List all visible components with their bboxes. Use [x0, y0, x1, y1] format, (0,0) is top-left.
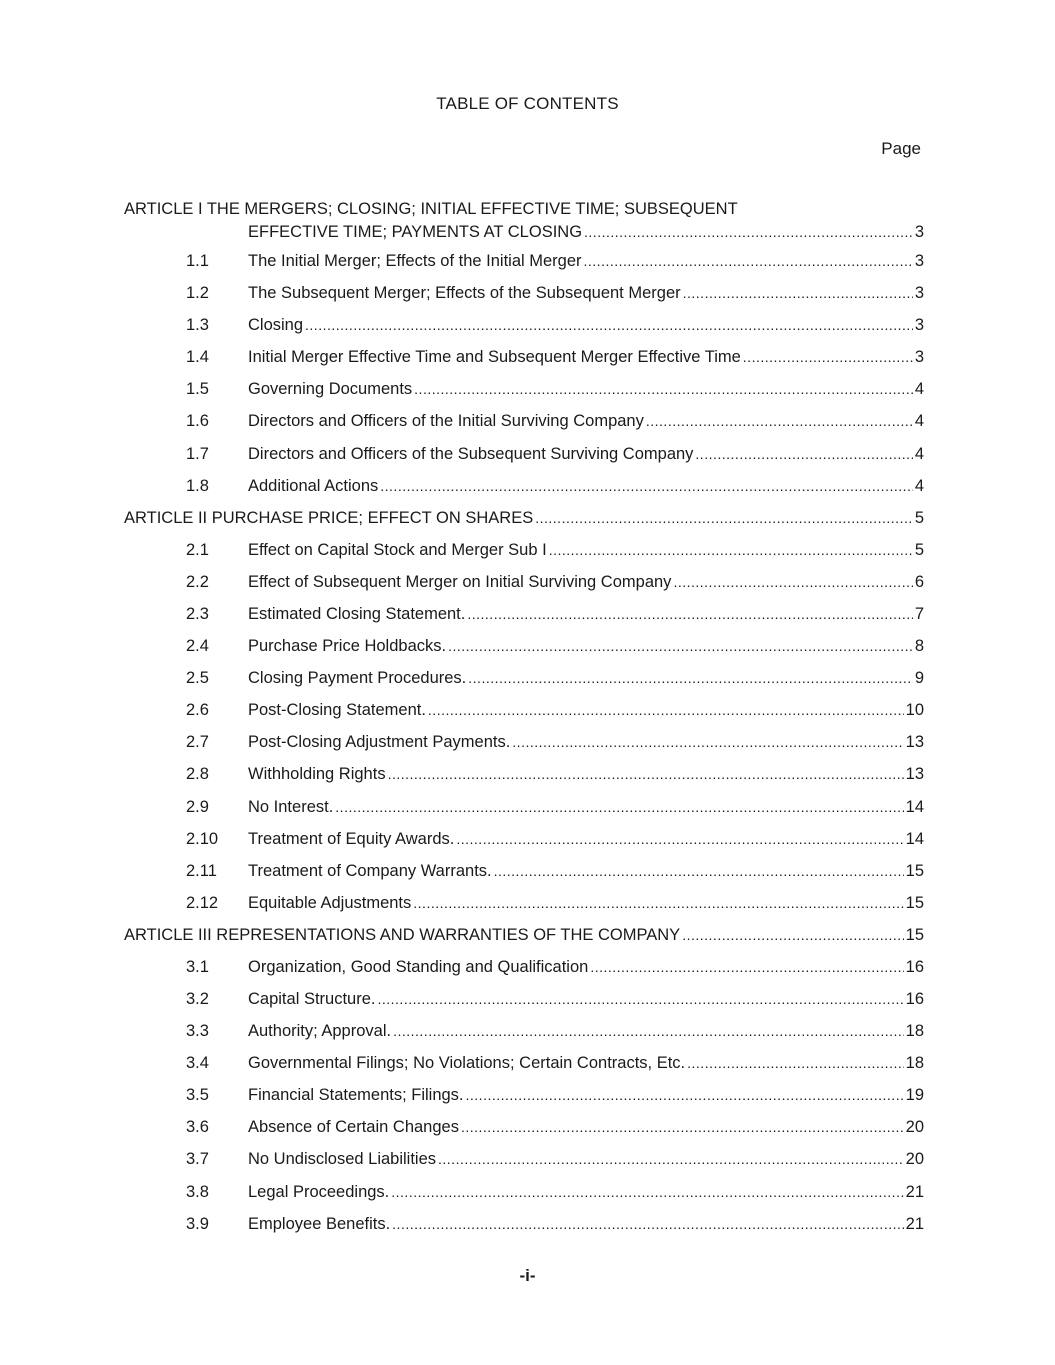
dot-leader — [466, 1079, 904, 1111]
toc-section-number: 3.5 — [186, 1086, 209, 1105]
dot-leader — [428, 694, 904, 726]
toc-section-label: Directors and Officers of the Subsequent Surviving Company — [248, 444, 694, 463]
toc-section-number: 2.8 — [186, 765, 209, 784]
toc-section-number: 2.9 — [186, 797, 209, 816]
dot-leader — [494, 855, 904, 887]
toc-page-number: 3 — [914, 316, 924, 335]
toc-section-number: 2.4 — [186, 637, 209, 656]
dot-leader — [413, 887, 903, 919]
toc-page-number: 20 — [905, 1118, 924, 1137]
dot-leader — [377, 983, 903, 1015]
toc-page-number: 7 — [914, 604, 924, 623]
toc-section-entry[interactable] — [124, 630, 924, 662]
toc-section-entry[interactable] — [124, 1079, 924, 1111]
toc-page-number: 16 — [905, 957, 924, 976]
toc-section-number: 1.3 — [186, 316, 209, 335]
toc-section-number: 3.9 — [186, 1214, 209, 1233]
toc-section-label: Initial Merger Effective Time and Subsequent Merger Effective Time — [248, 348, 741, 367]
toc-section-entry[interactable] — [124, 1208, 924, 1240]
toc-section-number: 2.3 — [186, 604, 209, 623]
toc-section-number: 3.2 — [186, 989, 209, 1008]
toc-section-entry[interactable] — [124, 758, 924, 790]
toc-section-label: Effect on Capital Stock and Merger Sub I — [248, 540, 547, 559]
toc-section-label: Legal Proceedings. — [248, 1182, 390, 1201]
dot-leader — [535, 502, 913, 534]
toc-section-label: Financial Statements; Filings. — [248, 1086, 464, 1105]
toc-section-label: Governmental Filings; No Violations; Certain Contracts, Etc. — [248, 1054, 686, 1073]
toc-section-number: 1.2 — [186, 284, 209, 303]
toc-section-label: Closing — [248, 316, 304, 335]
dot-leader — [695, 438, 912, 470]
toc-section-entry[interactable] — [124, 534, 924, 566]
dot-leader — [335, 791, 903, 823]
toc-article-entry[interactable] — [124, 919, 924, 951]
toc-section-entry[interactable] — [124, 341, 924, 373]
toc-section-number: 2.5 — [186, 669, 209, 688]
toc-page-number: 20 — [905, 1150, 924, 1169]
toc-section-entry[interactable] — [124, 277, 924, 309]
toc-page-number: 3 — [914, 252, 924, 270]
toc-section-entry[interactable] — [124, 373, 924, 405]
toc-section-entry[interactable] — [124, 1047, 924, 1079]
toc-page-number: 5 — [914, 508, 924, 527]
toc-section-entry[interactable] — [124, 1111, 924, 1143]
page-number-footer: -i- — [519, 1266, 536, 1285]
toc-section-number: 1.7 — [186, 444, 209, 463]
toc-section-label: Post-Closing Statement. — [248, 701, 426, 720]
toc-section-number: 1.8 — [186, 476, 209, 495]
toc-section-label: Closing Payment Procedures. — [248, 669, 467, 688]
toc-section-label: Withholding Rights — [248, 765, 386, 784]
toc-page-number: 15 — [905, 861, 924, 880]
toc-section-label: Governing Documents — [248, 380, 413, 399]
toc-section-label: Authority; Approval. — [248, 1022, 392, 1041]
toc-section-entry[interactable] — [124, 983, 924, 1015]
page-title: TABLE OF CONTENTS — [436, 94, 619, 113]
toc-section-entry[interactable] — [124, 694, 924, 726]
toc-article-label-line1: ARTICLE I THE MERGERS; CLOSING; INITIAL EFFECTIVE TIME; SUBSEQUENT — [124, 200, 738, 218]
dot-leader — [549, 534, 913, 566]
toc-article-label: ARTICLE II PURCHASE PRICE; EFFECT ON SHARES — [124, 508, 534, 527]
dot-leader — [392, 1208, 903, 1240]
toc-section-entry[interactable] — [124, 662, 924, 694]
toc-section-label: No Undisclosed Liabilities — [248, 1150, 437, 1169]
toc-page-number: 14 — [905, 829, 924, 848]
toc-page-number: 4 — [914, 380, 924, 399]
toc-section-entry[interactable] — [124, 1015, 924, 1047]
toc-section-number: 1.5 — [186, 380, 209, 399]
dot-leader — [584, 245, 913, 277]
dot-leader — [448, 630, 913, 662]
dot-leader — [467, 598, 912, 630]
toc-page-number: 10 — [905, 701, 924, 720]
dot-leader — [743, 341, 913, 373]
toc-section-label: Employee Benefits. — [248, 1214, 391, 1233]
toc-section-number: 2.2 — [186, 572, 209, 591]
toc-section-number: 1.4 — [186, 348, 209, 367]
dot-leader — [391, 1176, 903, 1208]
toc-section-label: The Initial Merger; Effects of the Initial Merger — [248, 252, 582, 270]
toc-page-number: 3 — [914, 223, 924, 241]
toc-section-entry[interactable] — [124, 405, 924, 437]
toc-page-number: 8 — [914, 637, 924, 656]
toc-section-entry[interactable] — [124, 598, 924, 630]
toc-section-number: 2.7 — [186, 733, 209, 752]
dot-leader — [584, 221, 913, 243]
toc-page-number: 9 — [914, 669, 924, 688]
toc-page-number: 3 — [914, 348, 924, 367]
toc-page-number: 3 — [914, 284, 924, 303]
dot-leader — [590, 951, 903, 983]
toc-page-number: 6 — [914, 572, 924, 591]
toc-page-number: 16 — [905, 989, 924, 1008]
toc-page-number: 13 — [905, 765, 924, 784]
dot-leader — [687, 1047, 904, 1079]
dot-leader — [468, 662, 913, 694]
toc-section-number: 3.7 — [186, 1150, 209, 1169]
toc-section-number: 3.6 — [186, 1118, 209, 1137]
dot-leader — [682, 919, 903, 951]
toc-section-entry[interactable] — [124, 1143, 924, 1175]
toc-section-entry[interactable] — [124, 566, 924, 598]
toc-section-label: Equitable Adjustments — [248, 893, 412, 912]
toc-section-entry[interactable] — [124, 245, 924, 277]
toc-section-entry[interactable] — [124, 887, 924, 919]
toc-section-number: 2.1 — [186, 540, 209, 559]
toc-section-label: Directors and Officers of the Initial Surviving Company — [248, 412, 644, 431]
toc-page-number: 15 — [905, 893, 924, 912]
dot-leader — [456, 823, 903, 855]
toc-page-number: 15 — [905, 925, 924, 944]
toc-section-label: Absence of Certain Changes — [248, 1118, 459, 1137]
toc-section-label: Treatment of Equity Awards. — [248, 829, 455, 848]
toc-section-label: No Interest. — [248, 797, 334, 816]
toc-page-number: 21 — [905, 1214, 924, 1233]
toc-article-entry[interactable] — [124, 197, 924, 245]
toc-section-number: 2.12 — [186, 893, 219, 912]
dot-leader — [461, 1111, 904, 1143]
toc-section-entry[interactable] — [124, 309, 924, 341]
toc-section-label: Additional Actions — [248, 476, 379, 495]
toc-section-number: 2.10 — [186, 829, 219, 848]
table-of-contents — [124, 197, 924, 1240]
toc-page-number: 4 — [914, 412, 924, 431]
toc-section-label: The Subsequent Merger; Effects of the Subsequent Merger — [248, 284, 681, 303]
toc-section-label: Treatment of Company Warrants. — [248, 861, 492, 880]
toc-section-entry[interactable] — [124, 823, 924, 855]
dot-leader — [673, 566, 912, 598]
dot-leader — [683, 277, 913, 309]
toc-section-number: 1.6 — [186, 412, 209, 431]
page-column-label: Page — [881, 139, 921, 158]
toc-section-label: Estimated Closing Statement. — [248, 604, 466, 623]
toc-section-entry[interactable] — [124, 791, 924, 823]
dot-leader — [512, 726, 903, 758]
toc-section-entry[interactable] — [124, 1176, 924, 1208]
toc-page-number: 5 — [914, 540, 924, 559]
dot-leader — [305, 309, 913, 341]
toc-section-label: Effect of Subsequent Merger on Initial Surviving Company — [248, 572, 672, 591]
toc-section-number: 2.6 — [186, 701, 209, 720]
toc-section-entry[interactable] — [124, 855, 924, 887]
toc-page-number: 13 — [905, 733, 924, 752]
dot-leader — [646, 405, 913, 437]
toc-section-entry[interactable] — [124, 470, 924, 502]
toc-page-number: 21 — [905, 1182, 924, 1201]
toc-page-number: 4 — [914, 444, 924, 463]
toc-section-number: 3.4 — [186, 1054, 209, 1073]
toc-page-number: 18 — [905, 1022, 924, 1041]
toc-section-number: 3.8 — [186, 1182, 209, 1201]
toc-article-entry[interactable] — [124, 502, 924, 534]
toc-section-label: Purchase Price Holdbacks. — [248, 637, 447, 656]
toc-section-number: 2.11 — [186, 861, 217, 880]
toc-section-label: Post-Closing Adjustment Payments. — [248, 733, 511, 752]
toc-section-entry[interactable] — [124, 726, 924, 758]
toc-section-label: Capital Structure. — [248, 989, 376, 1008]
toc-page-number: 19 — [905, 1086, 924, 1105]
toc-page-number: 4 — [914, 476, 924, 495]
toc-section-label: Organization, Good Standing and Qualification — [248, 957, 589, 976]
toc-section-entry[interactable] — [124, 951, 924, 983]
toc-page-number: 18 — [905, 1054, 924, 1073]
dot-leader — [414, 373, 913, 405]
dot-leader — [388, 758, 904, 790]
toc-article-label: ARTICLE III REPRESENTATIONS AND WARRANTIES OF THE COMPANY — [124, 925, 681, 944]
dot-leader — [380, 470, 913, 502]
dot-leader — [438, 1143, 904, 1175]
toc-section-entry[interactable] — [124, 438, 924, 470]
dot-leader — [393, 1015, 904, 1047]
toc-article-label-line2: EFFECTIVE TIME; PAYMENTS AT CLOSING — [248, 223, 583, 241]
toc-section-number: 1.1 — [186, 252, 209, 270]
toc-section-number: 3.3 — [186, 1022, 209, 1041]
toc-section-number: 3.1 — [186, 957, 209, 976]
toc-page-number: 14 — [905, 797, 924, 816]
